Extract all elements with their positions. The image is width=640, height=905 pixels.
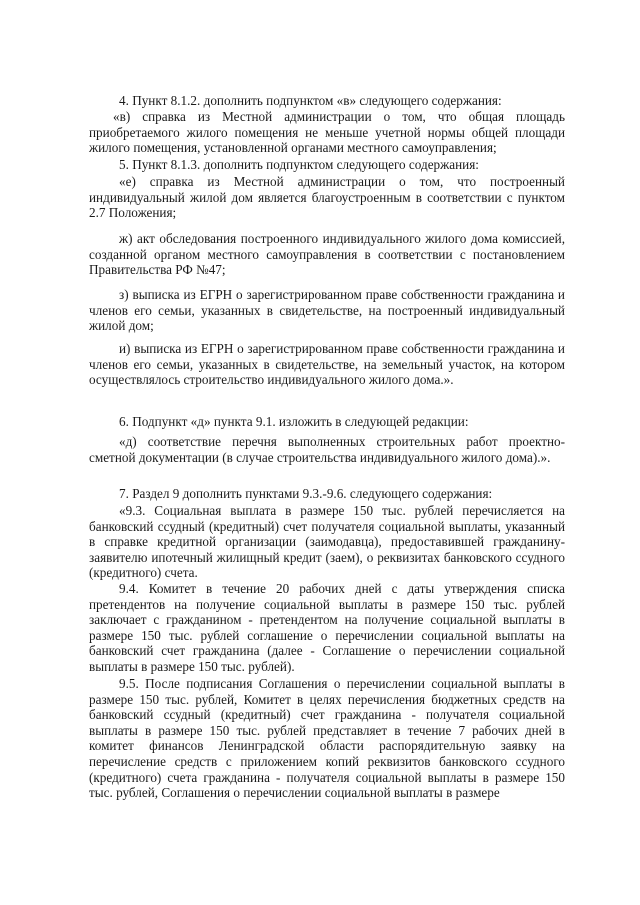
paragraph-9-4: 9.4. Комитет в течение 20 рабочих дней с даты утверждения списка претендентов на получение социальной выплаты в размере 150 тыс. рублей заключает с гражданином - претендентом на получение социальной выплаты в размере 150 тыс. рублей соглашение о перечислении социальной выплаты на банковский счет гражданина (далее - Соглашение о перечислении социальной выплаты в размере 150 тыс. рублей). (89, 581, 565, 674)
paragraph-4-v: «в) справка из Местной администрации о том, что общая площадь приобретаемого жилого помещения не меньше учетной нормы общей площади жилого помещения, установленной органами местного самоуправления; (89, 109, 565, 156)
paragraph-5-heading: 5. Пункт 8.1.3. дополнить подпунктом следующего содержания: (119, 157, 479, 172)
paragraph-4-heading: 4. Пункт 8.1.2. дополнить подпунктом «в» следующего содержания: (119, 93, 502, 108)
paragraph-9-3: «9.3. Социальная выплата в размере 150 тыс. рублей перечисляется на банковский ссудный (кредитный) счет получателя социальной выплаты, указанный в справке кредитной организации (заимодавца), предоставившей гражданину-заявителю ипотечный жилищный кредит (заем), о реквизитах банковского ссудного (кредитного) счета. (89, 503, 565, 581)
paragraph-9-5: 9.5. После подписания Соглашения о перечислении социальной выплаты в размере 150 тыс. рублей, Комитет в целях перечисления бюджетных средств на банковский ссудный (кредитный) счет гражданина - получателя социальной выплаты в размере 150 тыс. рублей представляет в течение 7 рабочих дней в комитет финансов Ленинградской области распорядительную заявку на перечисление средств с приложением копий реквизитов банковского ссудного (кредитного) счета гражданина - получателя социальной выплаты в размере 150 тыс. рублей, Соглашения о перечислении социальной выплаты в размере (89, 676, 565, 801)
paragraph-5-zh: ж) акт обследования построенного индивидуального жилого дома комиссией, созданной органом местного самоуправления в соответствии с постановлением Правительства РФ №47; (89, 231, 565, 278)
paragraph-5-z: з) выписка из ЕГРН о зарегистрированном праве собственности гражданина и членов его семьи, указанных в свидетельстве, на построенный индивидуальный жилой дом; (89, 287, 565, 334)
paragraph-5-e: «е) справка из Местной администрации о том, что построенный индивидуальный жилой дом является благоустроенным в соответствии с пунктом 2.7 Положения; (89, 174, 565, 221)
paragraph-7-heading: 7. Раздел 9 дополнить пунктами 9.3.-9.6. следующего содержания: (119, 486, 493, 501)
paragraph-6-heading: 6. Подпункт «д» пункта 9.1. изложить в следующей редакции: (119, 414, 469, 429)
paragraph-6-d: «д) соответствие перечня выполненных строительных работ проектно-сметной документации (в случае строительства индивидуального жилого дома).». (89, 434, 565, 465)
paragraph-5-i: и) выписка из ЕГРН о зарегистрированном праве собственности гражданина и членов его семьи, указанных в свидетельстве, на земельный участок, на котором осуществлялось строительство индивидуального жилого дома.». (89, 341, 565, 388)
